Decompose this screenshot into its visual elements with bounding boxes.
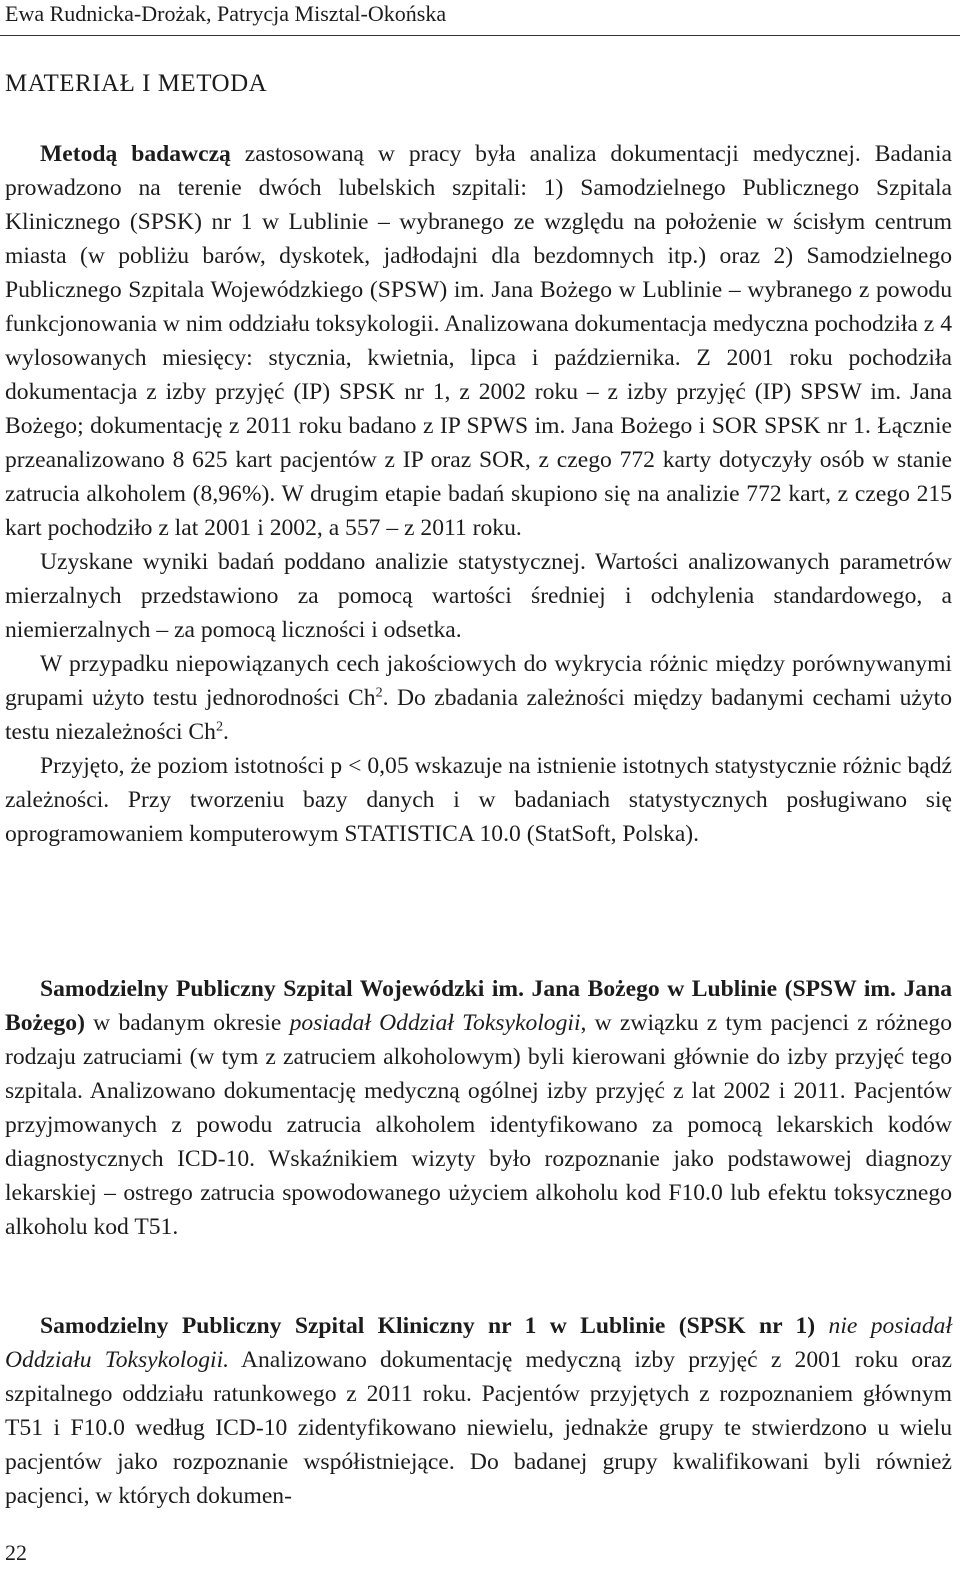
methods-paragraph-1-text: zastosowaną w pracy była analiza dokumentacji medycznej. Badania prowadzono na terenie dwóch lubelskich szpitali: 1) Samodzielnego Publicznego Szpitala Klinicznego (SPSK) nr 1 w Lublinie – wybranego ze względu na położenie w ścisłym centrum miasta (w pobliżu barów, dyskotek, jadłodajni dla bezdomnych itp.) oraz 2) Samodzielnego Publicznego Szpitala Wojewódzkiego (SPSW) im. Jana Bożego w Lublinie – wybranego z powodu funkcjonowania w nim oddziału toksykologii. Analizowana dokumentacja medyczna pochodziła z 4 wylosowanych miesięcy: stycznia, kwietnia, lipca i października. Z 2001 roku pochodziła dokumentacja z izby przyjęć (IP) SPSK nr 1, z 2002 roku – z izby przyjęć (IP) SPSW im. Jana Bożego; dokumentację z 2011 roku badano z IP SPWS im. Jana Bożego i SOR SPSK nr 1. Łącznie przeanalizowano 8 625 kart pacjentów z IP oraz SOR, z czego 772 karty dotyczyły osób w stanie zatrucia alkoholem (8,96%). W drugim etapie badań skupiono się na analizie 772 kart, z czego 215 kart pochodziło z lat 2001 i 2002, a 557 – z 2011 roku. [5, 141, 952, 541]
spsk-text-b: Analizowano dokumentację medyczną izby przyjęć z 2001 roku oraz szpitalnego oddziału ratunkowego z 2011 roku. Pacjentów przyjętych z rozpoznaniem głównym T51 i F10.0 według ICD-10 zidentyfikowano niewielu, jednakże grupy te stwierdzono u wielu pacjentów jako rozpoznanie współistniejące. Do badanej grupy kwalifikowani byli również pacjenci, w których dokumen- [5, 1347, 952, 1509]
spsw-paragraph [5, 972, 952, 1244]
methods-paragraph-1 [5, 137, 952, 545]
superscript-2: 2 [375, 684, 383, 701]
methods-section [5, 137, 952, 851]
methods-paragraph-2: Uzyskane wyniki badań poddano analizie statystycznej. Wartości analizowanych parametrów mierzalnych przedstawiono za pomocą wartości średniej i odchylenia standardowego, a niemierzalnych – za pomocą liczności i odsetka. [5, 549, 952, 643]
spsw-heading-bold: Samodzielny Publiczny Szpital Wojewódzki im. Jana Bożego w Lublinie (SPSW im. Jana Bożego) [5, 976, 952, 1036]
methods-paragraph-4: Przyjęto, że poziom istotności p < 0,05 wskazuje na istnienie istotnych statystycznie różnic bądź zależności. Przy tworzeniu bazy danych i w badaniach statystycznych posługiwano się oprogramowaniem komputerowym STATISTICA 10.0 (StatSoft, Polska). [5, 753, 952, 847]
spsk-heading-bold: Samodzielny Publiczny Szpital Kliniczny nr 1 w Lublinie (SPSK nr 1) [40, 1313, 816, 1339]
spsw-section [5, 972, 952, 1244]
page-number: 22 [5, 1540, 27, 1565]
superscript-2: 2 [215, 718, 224, 735]
methods-p3-text-c: . [223, 719, 229, 745]
spsk-section [5, 1309, 952, 1513]
section-title: MATERIAŁ I METODA [5, 70, 268, 97]
methods-p3-text-a: W przypadku niepowiązanych cech jakościowych do wykrycia różnic między porównywanymi grupami użyto testu jednorodności Ch [5, 651, 952, 711]
methods-p3-text-b: . Do zbadania zależności między badanymi cechami użyto testu niezależności Ch [5, 685, 952, 745]
spsw-text-b: , w związku z tym pacjenci z różnego rodzaju zatruciami (w tym z zatruciem alkoholowym) byli kierowani głównie do izby przyjęć tego szpitala. Analizowano dokumentację medyczną ogólnej izby przyjęć z lat 2002 i 2011. Pacjentów przyjmowanych z powodu zatrucia alkoholem identyfikowano za pomocą lekarskich kodów diagnostycznych ICD-10. Wskaźnikiem wizyty było rozpoznanie jako podstawowej diagnozy lekarskiej – ostrego zatrucia spowodowanego użyciem alkoholu kod F10.0 lub efektu toksycznego alkoholu kod T51. [5, 1010, 953, 1240]
header-rule [0, 35, 960, 36]
spsw-text-a: w badanym okresie [84, 1010, 290, 1036]
spsk-text-a [815, 1313, 828, 1339]
methods-lead-bold: Metodą badawczą [40, 141, 231, 167]
methods-paragraph-3 [5, 647, 952, 749]
spsw-italic: posiadał Oddział Toksykologii [289, 1010, 581, 1036]
spsk-paragraph [5, 1309, 952, 1513]
spsk-italic: nie posiadał Oddziału Toksykologii. [5, 1313, 952, 1373]
running-head-authors: Ewa Rudnicka-Drożak, Patrycja Misztal-Okońska [5, 1, 447, 26]
